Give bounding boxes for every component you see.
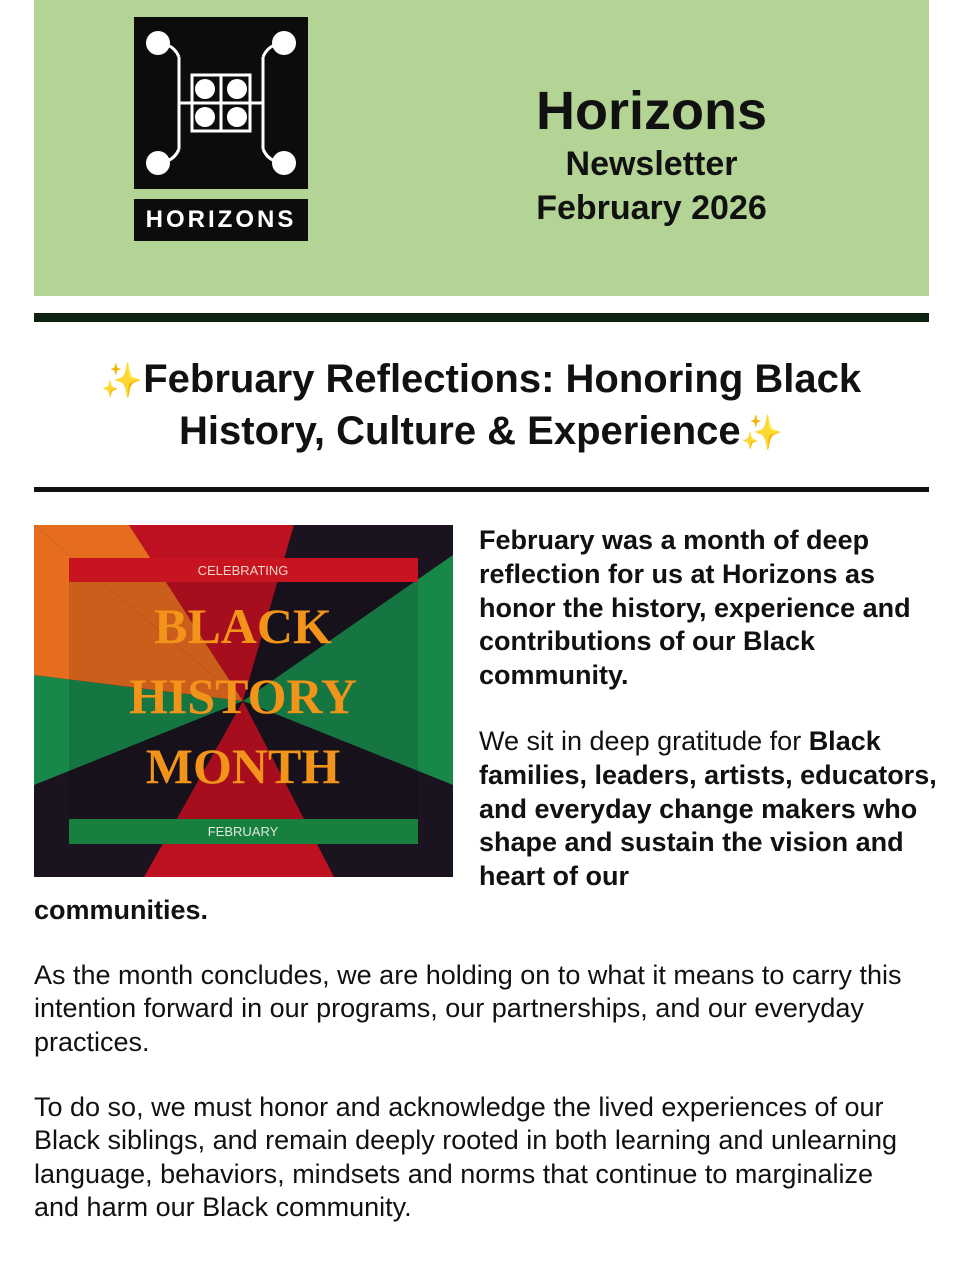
newsletter-title: Horizons	[535, 81, 767, 141]
image-bottom-label: FEBRUARY	[207, 824, 279, 839]
gratitude-tail: communities.	[34, 895, 209, 925]
image-line-1: BLACK	[154, 598, 332, 654]
section-headline	[50, 354, 912, 458]
headline-text: February Reflections: Honoring Black History, Culture & Experience	[143, 357, 862, 453]
newsletter-subtitle: Newsletter	[565, 145, 738, 183]
image-line-2: HISTORY	[129, 668, 357, 724]
logo-wordmark: HORIZONS	[134, 199, 308, 241]
newsletter-title-block	[454, 80, 849, 230]
headline-divider	[34, 487, 929, 492]
ornate-h-icon	[134, 17, 308, 189]
gratitude-bold: Black families, leaders, artists, educators, and everyday change makers who shape and sustain the vision and heart of our	[479, 726, 937, 892]
gratitude-lead: We sit in deep gratitude for	[479, 726, 809, 756]
conclusion-paragraph: As the month concludes, we are holding on to what it means to carry this intention forward in our programs, our partnerships, and our everyday practices.	[34, 960, 902, 1057]
newsletter-header	[34, 0, 929, 296]
gratitude-paragraph	[479, 725, 939, 894]
sparkle-icon: ✨	[100, 362, 144, 400]
sparkle-icon: ✨	[740, 414, 783, 452]
intro-paragraph: February was a month of deep reflection for us at Horizons as honor the history, experience and contributions of our Black community.	[479, 525, 911, 691]
horizons-logo	[134, 17, 308, 241]
closing-paragraph: To do so, we must honor and acknowledge the lived experiences of our Black siblings, and remain deeply rooted in both learning and unlearning language, behaviors, mindsets and norms that continue to marginalize and harm our Black community.	[34, 1092, 898, 1223]
image-top-label: CELEBRATING	[197, 563, 289, 578]
newsletter-date: February 2026	[536, 189, 767, 227]
logo-emblem	[134, 17, 308, 189]
header-divider	[34, 313, 929, 322]
image-line-3: MONTH	[145, 738, 341, 794]
black-history-month-image	[34, 525, 453, 877]
